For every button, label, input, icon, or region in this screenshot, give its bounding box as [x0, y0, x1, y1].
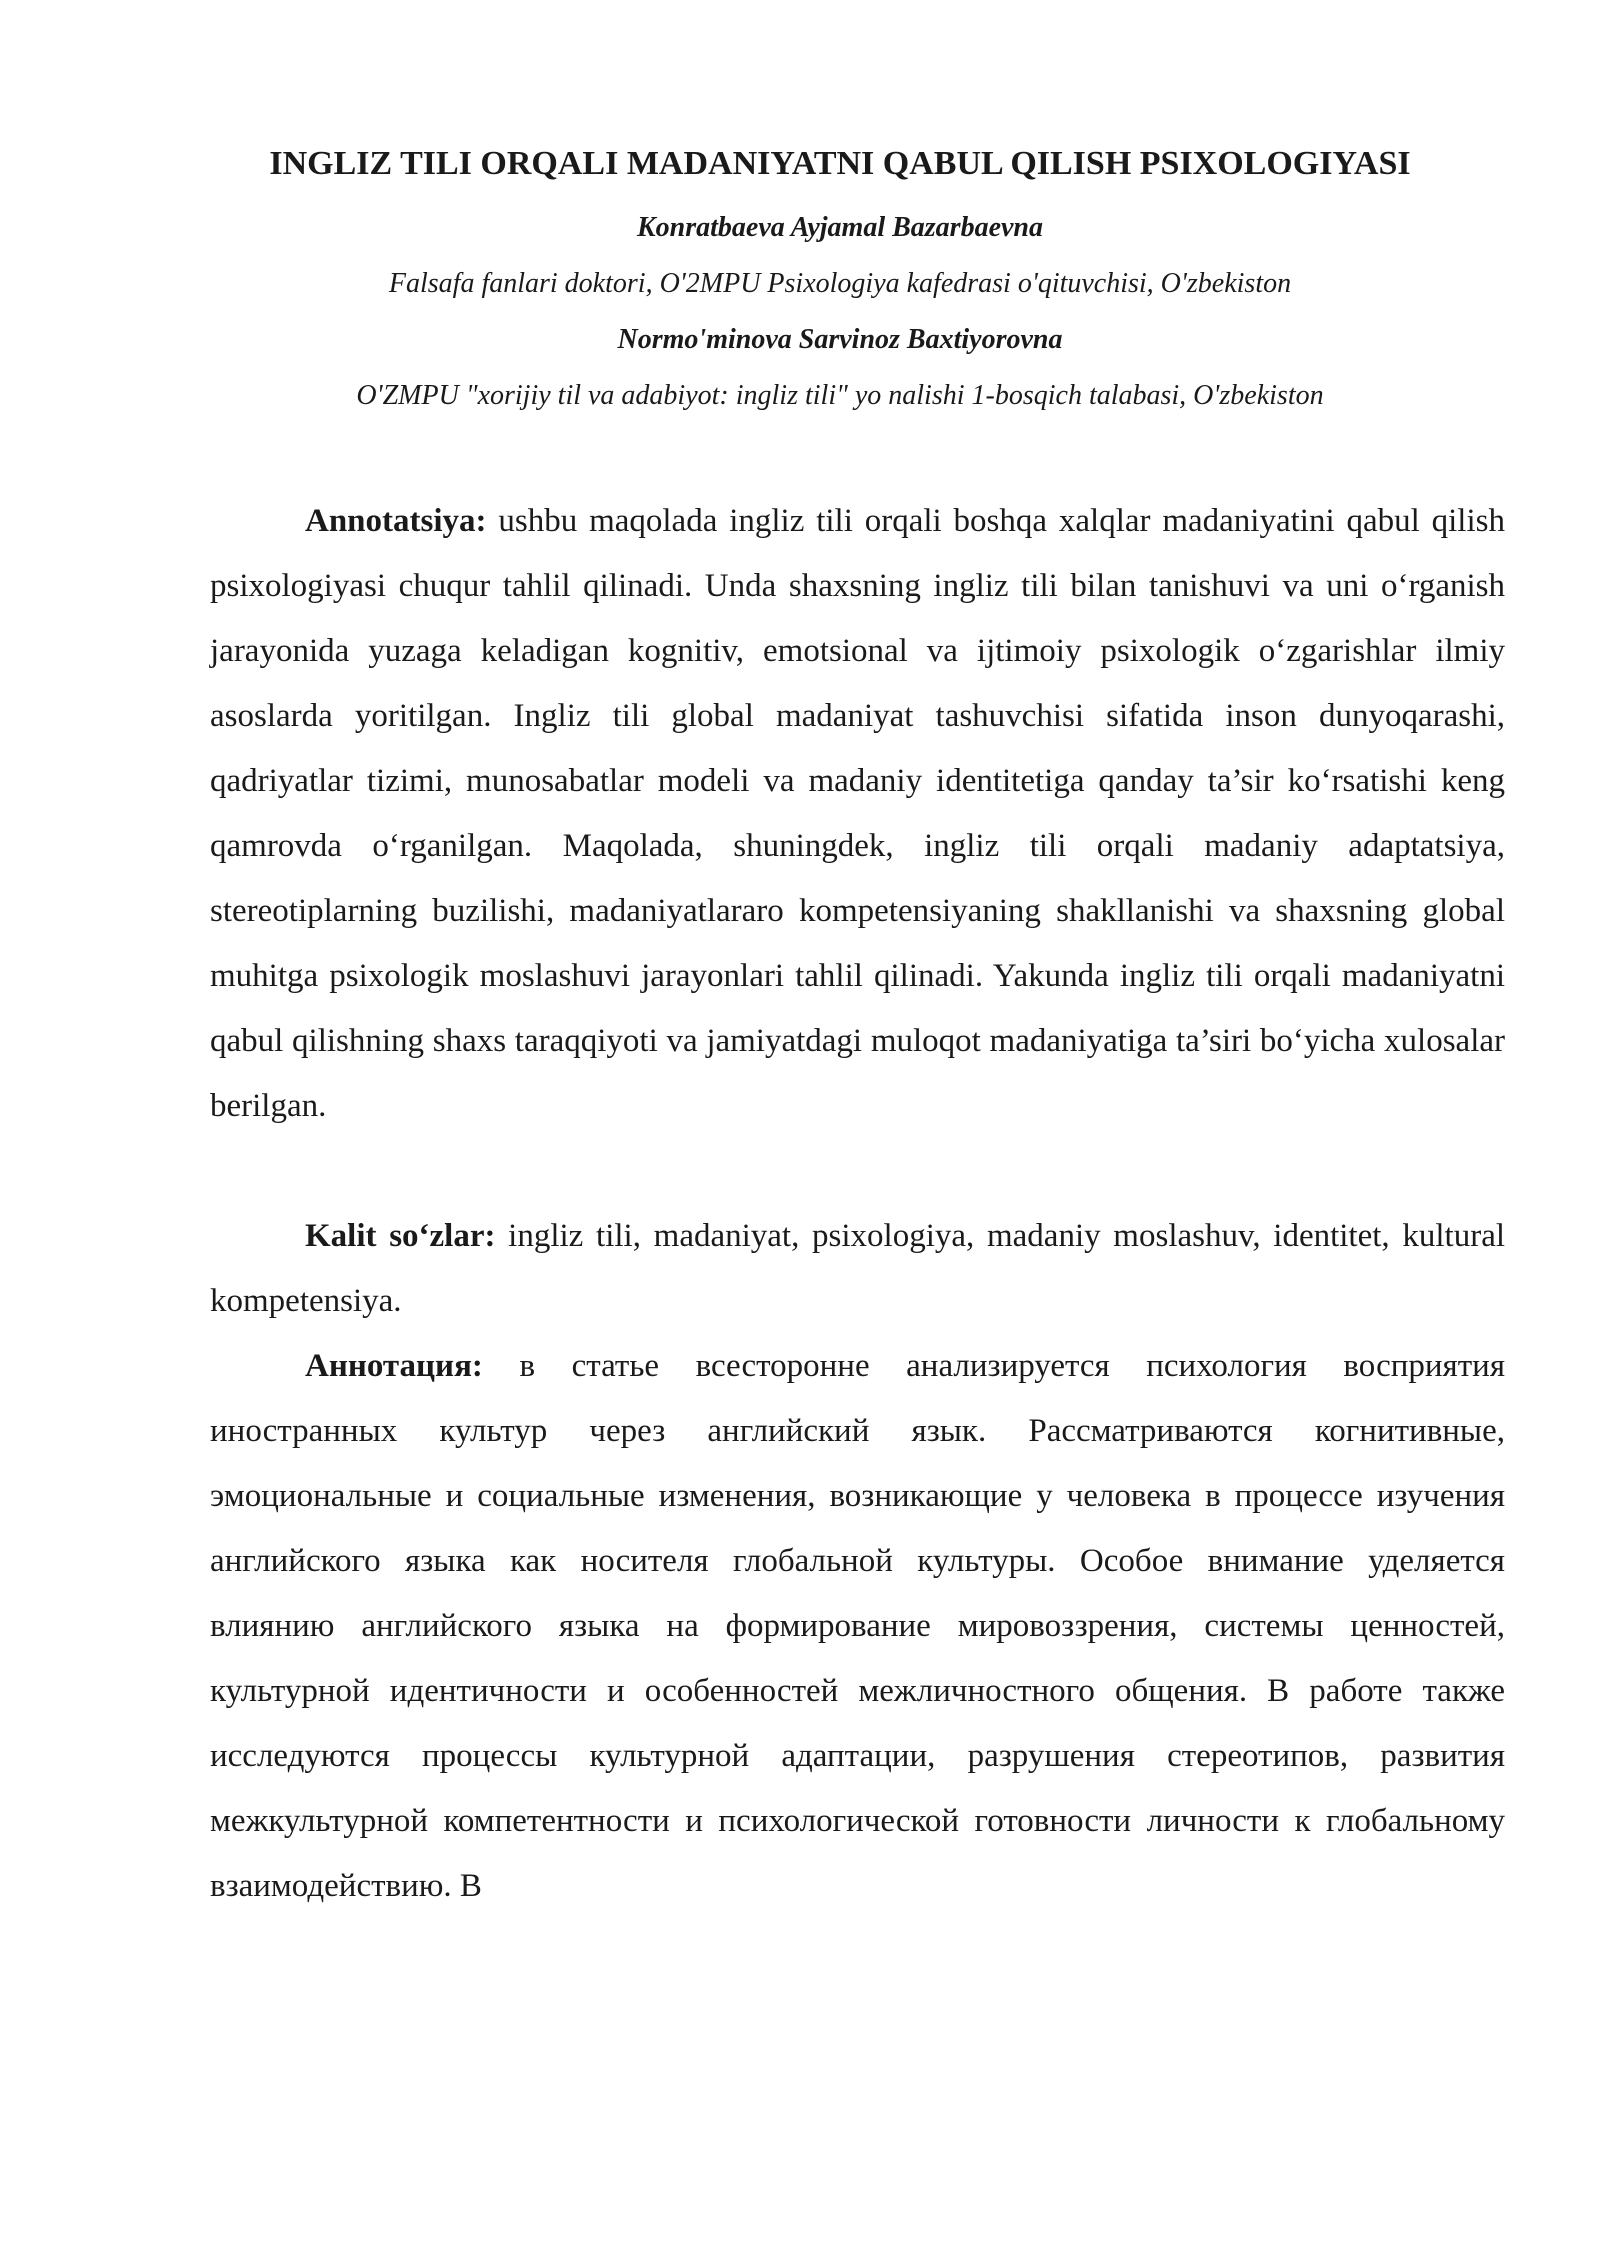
annotation-uz: [210, 489, 1505, 1139]
annotation-ru-label: Аннотация:: [305, 1348, 483, 1384]
keywords-uz-text: ingliz tili, madaniyat, psixologiya, madaniy moslashuv, identitet, kultural kompetensiya.: [210, 1218, 1506, 1319]
annotation-ru: [210, 1334, 1505, 1919]
keywords-uz-paragraph: [210, 1204, 1505, 1334]
annotation-ru-text: в статье всесторонне анализируется психология восприятия иностранных культур через английский язык. Рассматриваются когнитивные, эмоциональные и социальные изменения, возникающие у человека в процессе изучения английского языка как носителя глобальной культуры. Особое внимание уделяется влиянию английского языка на формирование мировоззрения, системы ценностей, культурной идентичности и особенностей межличностного общения. В работе также исследуются процессы культурной адаптации, разрушения стереотипов, развития межкультурной компетентности и психологической готовности личности к глобальному взаимодействию. В: [210, 1348, 1505, 1904]
author-name-2: Normo'minova Sarvinoz Baxtiyorovna: [617, 324, 1063, 355]
author-name-1: Konratbaeva Ayjamal Bazarbaevna: [637, 212, 1043, 243]
annotation-uz-paragraph: [210, 489, 1505, 1139]
paper-title: INGLIZ TILI ORQALI MADANIYATNI QABUL QILISH PSIXOLOGIYASI: [269, 145, 1411, 182]
author-affiliation-2: O'ZMPU "xorijiy til va adabiyot: ingliz tili" yo nalishi 1-bosqich talabasi, O'zbekiston: [356, 380, 1324, 411]
keywords-uz-label: Kalit so‘zlar:: [305, 1218, 496, 1254]
annotation-uz-text: ushbu maqolada ingliz tili orqali boshqa xalqlar madaniyatini qabul qilish psixologiyasi chuqur tahlil qilinadi. Unda shaxsning ingliz tili bilan tanishuvi va uni o‘rganish jarayonida yuzaga keladigan kognitiv, emotsional va ijtimoiy psixologik o‘zgarishlar ilmiy asoslarda yoritilgan. Ingliz tili global madaniyat tashuvchisi sifatida inson dunyoqarashi, qadriyatlar tizimi, munosabatlar modeli va madaniy identitetiga qanday ta’sir ko‘rsatishi keng qamrovda o‘rganilgan. Maqolada, shuningdek, ingliz tili orqali madaniy adaptatsiya, stereotiplarning buzilishi, madaniyatlararo kompetensiyaning shakllanishi va shaxsning global muhitga psixologik moslashuvi jarayonlari tahlil qilinadi. Yakunda ingliz tili orqali madaniyatni qabul qilishning shaxs taraqqiyoti va jamiyatdagi muloqot madaniyatiga ta’siri bo‘yicha xulosalar berilgan.: [210, 503, 1505, 1124]
annotation-uz-label: Annotatsiya:: [305, 503, 487, 539]
keywords-uz: [210, 1204, 1505, 1334]
author-affiliation-1: Falsafa fanlari doktori, O'2MPU Psixologiya kafedrasi o'qituvchisi, O'zbekiston: [388, 268, 1292, 299]
annotation-ru-paragraph: [210, 1334, 1505, 1919]
